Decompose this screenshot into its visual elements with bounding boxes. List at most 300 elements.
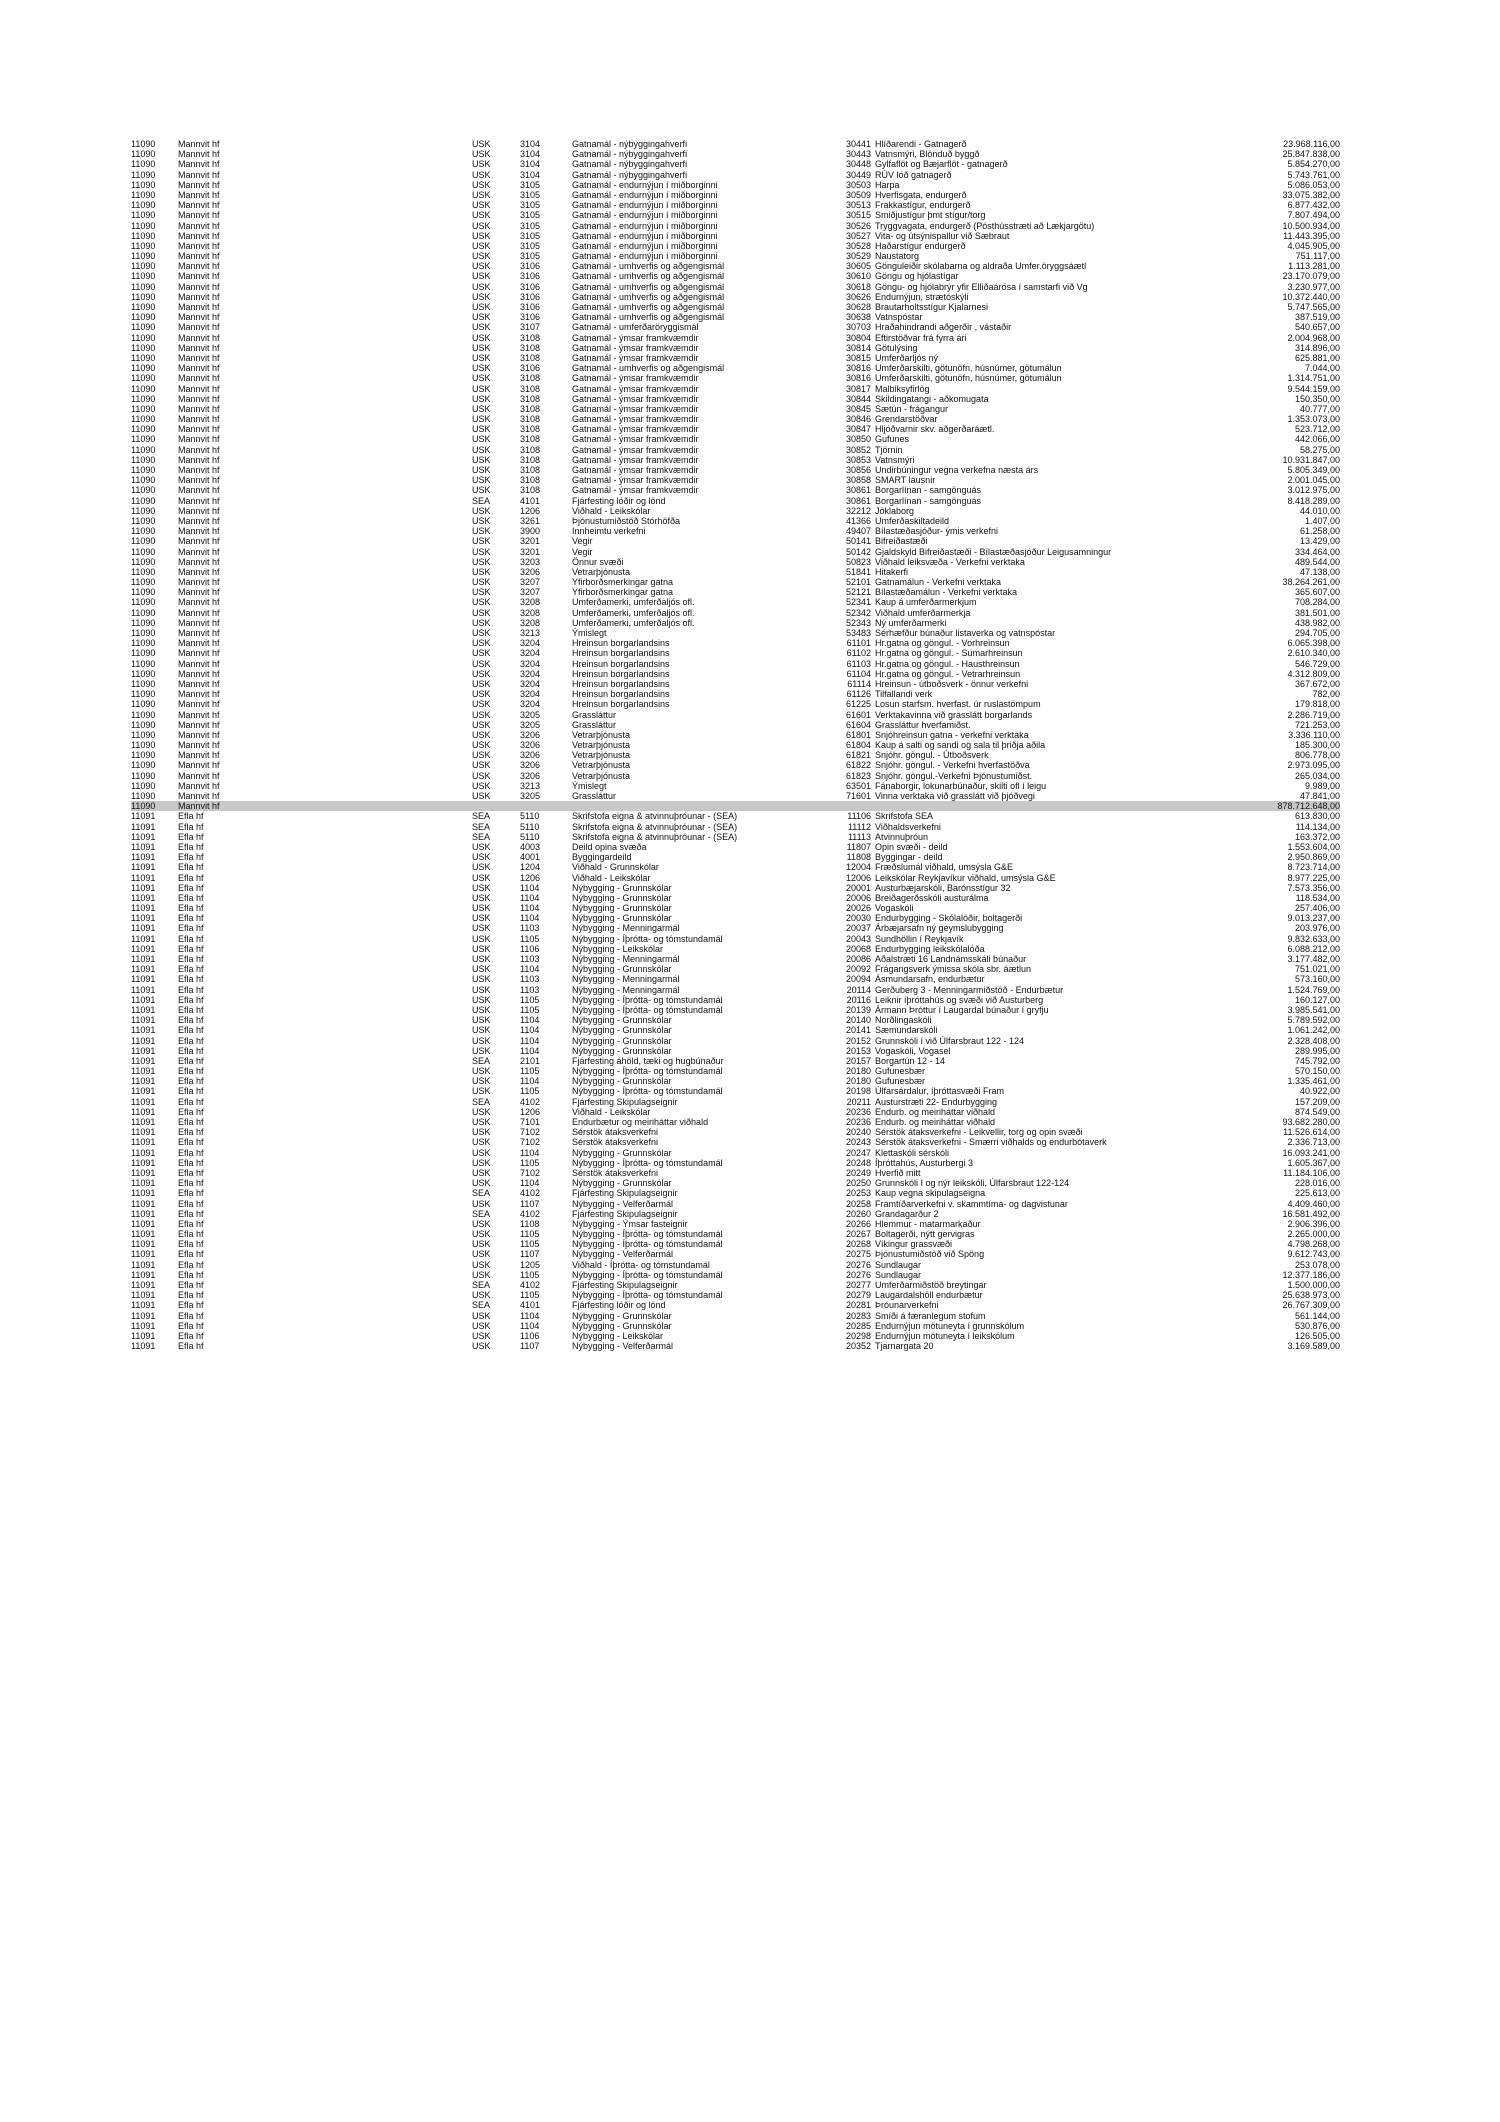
account-code: 4102 <box>520 1280 541 1290</box>
account-name: Grassláttur <box>572 709 617 720</box>
account-code: 3104 <box>520 159 541 170</box>
account-code: 7102 <box>520 1137 541 1148</box>
category-code: USK <box>472 1330 491 1341</box>
category-code: USK <box>472 179 491 190</box>
vendor-id: 11090 <box>131 801 156 812</box>
project-number: 20180 <box>845 1076 871 1087</box>
project-name: Gufunesbær <box>875 1076 926 1087</box>
amount: 265.034,00 <box>1294 770 1340 781</box>
project-name: Leiknir íþróttahús og svæði við Austurberg <box>875 994 1044 1005</box>
amount: 11.184.106,00 <box>1283 1167 1340 1178</box>
category-code: USK <box>472 454 491 465</box>
vendor-id: 11090 <box>131 597 156 608</box>
vendor-id: 11090 <box>131 322 156 333</box>
table-row <box>131 475 1340 485</box>
account-code: 1104 <box>520 1147 540 1158</box>
category-code: SEA <box>472 1208 491 1219</box>
project-number: 20198 <box>845 1086 871 1097</box>
vendor-id: 11091 <box>131 1086 156 1097</box>
ledger-table <box>131 139 1340 1351</box>
vendor-id: 11090 <box>131 648 156 659</box>
amount: 334.464,00 <box>1294 546 1340 557</box>
category-code: USK <box>472 200 491 211</box>
account-name: Gatnamál - nýbyggingahverfi <box>572 169 688 180</box>
account-name: Fjárfesting lóðir og lönd <box>572 495 666 506</box>
project-number: 30845 <box>845 403 871 414</box>
amount: 4.409.460,00 <box>1287 1198 1340 1209</box>
vendor-id: 11090 <box>131 363 156 374</box>
amount: 8.418.289,00 <box>1287 495 1340 506</box>
amount: 2.950.869,00 <box>1287 852 1340 863</box>
vendor-id: 11091 <box>131 1045 156 1056</box>
project-name: Endurnýjun mötuneyta í grunnskólum <box>875 1320 1025 1331</box>
account-name: Gatnamál - ýmsar framkvæmdir <box>572 485 699 496</box>
amount: 6.088.212,00 <box>1287 943 1340 954</box>
vendor-id: 11090 <box>131 403 156 414</box>
project-name: Endurbygging leikskólalóða <box>875 943 985 954</box>
vendor-name: Efla hf <box>178 1045 204 1056</box>
account-code: 3105 <box>520 251 541 262</box>
amount: 26.767.309,00 <box>1282 1300 1340 1311</box>
category-code: USK <box>472 658 491 669</box>
table-row <box>131 312 1340 322</box>
account-code: 3204 <box>520 689 541 700</box>
vendor-id: 11090 <box>131 291 156 302</box>
category-code: USK <box>472 974 491 985</box>
vendor-id: 11091 <box>131 1055 156 1066</box>
category-code: USK <box>472 139 491 149</box>
category-code: USK <box>472 770 491 781</box>
project-number: 52121 <box>845 587 871 598</box>
vendor-name: Mannvit hf <box>178 607 220 618</box>
vendor-id: 11090 <box>131 281 156 292</box>
table-row <box>131 842 1340 852</box>
vendor-id: 11090 <box>131 332 156 343</box>
category-code: USK <box>472 1320 491 1331</box>
account-name: Nýbygging - Íþrótta- og tómstundamál <box>572 1004 723 1015</box>
vendor-id: 11090 <box>131 393 156 404</box>
account-name: Viðhald - Leikskólar <box>572 872 651 883</box>
vendor-id: 11090 <box>131 434 156 445</box>
amount: 1.061.242,00 <box>1287 1025 1340 1036</box>
vendor-name: Efla hf <box>178 1269 204 1280</box>
account-code: 3204 <box>520 638 541 649</box>
project-number: 20092 <box>845 964 871 975</box>
project-number: 61101 <box>846 638 871 649</box>
table-row <box>131 251 1340 261</box>
amount: 2.336.713,00 <box>1287 1137 1340 1148</box>
amount: 47.138,00 <box>1299 566 1340 577</box>
vendor-id: 11091 <box>131 831 156 842</box>
vendor-name: Efla hf <box>178 984 204 995</box>
vendor-id: 11090 <box>131 424 156 435</box>
project-name: Umferðaskiltadeild <box>875 515 950 526</box>
category-code: USK <box>472 791 491 801</box>
category-code: USK <box>472 1106 491 1117</box>
table-row <box>131 1148 1340 1158</box>
table-row <box>131 587 1340 597</box>
vendor-name: Efla hf <box>178 1096 204 1107</box>
vendor-name: Efla hf <box>178 1300 204 1311</box>
project-name: Ásmundarsafn, endurbætur <box>875 974 985 985</box>
account-code: 1105 <box>520 1269 540 1280</box>
vendor-id: 11090 <box>131 352 156 363</box>
project-name: Gatnamálun - Verkefni verktaka <box>875 577 1002 588</box>
project-number: 30618 <box>845 281 871 292</box>
project-name: Vogaskóli, Vogasel <box>875 1045 951 1056</box>
account-name: Fjárfesting Skipulagseignir <box>572 1280 678 1290</box>
amount: 163.372,00 <box>1294 831 1340 842</box>
account-code: 3213 <box>520 628 541 638</box>
vendor-id: 11091 <box>131 1066 156 1077</box>
table-row <box>131 995 1340 1005</box>
project-name: Borgarlínan - samgönguás <box>875 485 982 496</box>
category-code: USK <box>472 444 491 455</box>
account-code: 3104 <box>520 169 541 180</box>
table-row <box>131 424 1340 434</box>
account-code: 3106 <box>520 281 541 292</box>
project-number: 51841 <box>845 566 871 577</box>
table-row <box>131 1076 1340 1086</box>
vendor-name: Efla hf <box>178 852 204 863</box>
account-name: Gatnamál - umhverfis og aðgengismál <box>572 302 725 312</box>
account-name: Hreinsun borgarlandsins <box>572 699 670 710</box>
vendor-id: 11091 <box>131 1300 156 1311</box>
category-code: USK <box>472 363 491 374</box>
category-code: USK <box>472 597 491 608</box>
account-code: 7102 <box>520 1127 541 1138</box>
table-row <box>131 1117 1340 1127</box>
project-number: 20114 <box>846 984 871 995</box>
account-name: Gatnamál - endurnýjun í miðborginni <box>572 240 718 251</box>
account-name: Gatnamál - umhverfis og aðgengismál <box>572 291 725 302</box>
amount: 7.807.494,00 <box>1287 210 1340 221</box>
account-code: 3106 <box>520 363 541 374</box>
vendor-id: 11090 <box>131 475 156 486</box>
table-row <box>131 771 1340 781</box>
account-code: 3107 <box>520 322 541 333</box>
vendor-name: Mannvit hf <box>178 668 220 679</box>
vendor-id: 11091 <box>131 872 156 883</box>
vendor-name: Efla hf <box>178 1004 204 1015</box>
table-row <box>131 1086 1340 1096</box>
vendor-name: Efla hf <box>178 1106 204 1117</box>
vendor-name: Mannvit hf <box>178 465 220 475</box>
project-number: 20277 <box>845 1280 871 1290</box>
project-name: Umferðarskilti, götunöfn, húsnúmer, götumálun <box>875 373 1062 384</box>
account-name: Gatnamál - umhverfis og aðgengismál <box>572 261 725 272</box>
vendor-id: 11091 <box>131 1249 156 1260</box>
table-row <box>131 333 1340 343</box>
account-code: 1205 <box>520 1259 541 1270</box>
amount: 9.832.633,00 <box>1287 933 1340 944</box>
project-number: 63501 <box>845 780 871 791</box>
amount: 294.705,00 <box>1294 628 1340 638</box>
vendor-name: Efla hf <box>178 1178 204 1189</box>
account-name: Vetrarþjónusta <box>572 566 631 577</box>
table-row <box>131 873 1340 883</box>
vendor-id: 11090 <box>131 210 156 221</box>
project-number: 30847 <box>845 424 871 435</box>
account-name: Nýbygging - Menningarmál <box>572 984 680 995</box>
category-code: USK <box>472 933 491 944</box>
account-code: 3207 <box>520 587 541 598</box>
account-code: 3104 <box>520 149 541 160</box>
vendor-id: 11090 <box>131 791 156 801</box>
vendor-name: Efla hf <box>178 1290 204 1301</box>
project-number: 61114 <box>847 678 871 689</box>
vendor-name: Efla hf <box>178 1066 204 1077</box>
vendor-name: Mannvit hf <box>178 801 220 812</box>
vendor-id: 11090 <box>131 678 156 689</box>
project-number: 20352 <box>845 1341 871 1352</box>
vendor-name: Mannvit hf <box>178 383 220 394</box>
vendor-id: 11091 <box>131 1157 156 1168</box>
project-number: 11112 <box>847 821 871 832</box>
account-code: 3203 <box>520 556 541 567</box>
vendor-name: Mannvit hf <box>178 281 220 292</box>
account-code: 4102 <box>520 1208 541 1219</box>
vendor-name: Efla hf <box>178 1310 204 1321</box>
project-name: Naustatorg <box>875 251 920 262</box>
amount: 7.573.356,00 <box>1287 882 1340 893</box>
project-name: Viðhald leiksvæða - Verkefni verktaka <box>875 556 1025 567</box>
amount: 1.500.000,00 <box>1287 1280 1340 1290</box>
category-code: USK <box>472 587 491 598</box>
account-name: Nýbygging - Leikskólar <box>572 1330 664 1341</box>
vendor-name: Efla hf <box>178 1086 204 1097</box>
vendor-name: Efla hf <box>178 1147 204 1158</box>
project-name: Endurbygging - Skólalóðir, boltagerði <box>875 913 1023 924</box>
table-row <box>131 934 1340 944</box>
project-name: Sérstök átaksverkefni - Smærri viðhalds og endurbótaverk <box>875 1137 1107 1148</box>
account-code: 1105 <box>520 933 540 944</box>
project-number: 20298 <box>845 1330 871 1341</box>
account-code: 3204 <box>520 668 541 679</box>
amount: 23.968.116,00 <box>1283 139 1340 149</box>
amount: 438.982,00 <box>1294 617 1340 628</box>
project-name: Umferðarljós ný <box>875 352 939 363</box>
project-name: Göngu- og hjólabrýr yfir Elliðaárósa í samstarfi við Vg <box>875 281 1088 292</box>
project-name: Verktakavinna við grasslátt borgarlands <box>875 709 1033 720</box>
account-name: Nýbygging - Íþrótta- og tómstundamál <box>572 1157 723 1168</box>
amount: 23.170.079,00 <box>1282 271 1340 282</box>
vendor-name: Mannvit hf <box>178 791 220 801</box>
vendor-name: Mannvit hf <box>178 556 220 567</box>
category-code: SEA <box>472 811 491 822</box>
table-row <box>131 659 1340 669</box>
project-name: Eftirstöðvar frá fyrra ári <box>875 332 967 343</box>
account-code: 1104 <box>520 1320 540 1331</box>
vendor-id: 11091 <box>131 892 156 903</box>
project-number: 32212 <box>845 505 871 516</box>
account-name: Hreinsun borgarlandsins <box>572 638 670 649</box>
project-number: 52343 <box>845 617 871 628</box>
project-number: 50823 <box>845 556 871 567</box>
account-name: Umferðamerki, umferðaljós ofl. <box>572 597 695 608</box>
vendor-name: Efla hf <box>178 1025 204 1036</box>
vendor-id: 11090 <box>131 485 156 496</box>
account-name: Hreinsun borgarlandsins <box>572 678 670 689</box>
project-name: Borgarlínan - samgönguás <box>875 495 982 506</box>
amount: 33.075.382,00 <box>1282 189 1340 200</box>
category-code: USK <box>472 1127 491 1138</box>
project-name: RÚV lóð gatnagerð <box>875 169 952 180</box>
amount: 1.553.604,00 <box>1287 841 1340 852</box>
amount: 10.500.934,00 <box>1282 220 1340 231</box>
account-code: 1103 <box>520 954 540 964</box>
vendor-name: Efla hf <box>178 1117 204 1127</box>
category-code: USK <box>472 475 491 486</box>
project-number: 50141 <box>845 536 871 547</box>
project-name: Snjóhreinsun gatna - verkefni verktaka <box>875 729 1029 740</box>
project-name: Bifreiðastæði <box>875 536 928 547</box>
table-row <box>131 1249 1340 1259</box>
vendor-name: Mannvit hf <box>178 169 220 180</box>
table-row <box>131 822 1340 832</box>
table-row <box>131 1311 1340 1321</box>
amount: 126.505,00 <box>1294 1330 1340 1341</box>
project-name: Ný umferðarmerki <box>875 617 947 628</box>
account-name: Grassláttur <box>572 719 617 730</box>
table-row <box>131 689 1340 699</box>
category-code: USK <box>472 964 491 975</box>
vendor-id: 11091 <box>131 1035 156 1046</box>
project-name: Breiðagerðsskóli austurálma <box>875 892 989 903</box>
category-code: USK <box>472 709 491 720</box>
vendor-name: Efla hf <box>178 1341 204 1352</box>
project-name: Skildingatangi - aðkomugata <box>875 393 989 404</box>
category-code: USK <box>472 852 491 863</box>
vendor-name: Mannvit hf <box>178 475 220 486</box>
project-name: Hr.gatna og göngul. - Vorhreinsun <box>875 638 1010 649</box>
vendor-id: 11091 <box>131 1025 156 1036</box>
project-name: Kaup á salti og sandi og sala til þriðja aðila <box>875 740 1046 751</box>
vendor-name: Mannvit hf <box>178 220 220 231</box>
account-code: 3108 <box>520 414 541 425</box>
table-row <box>131 1341 1340 1351</box>
project-name: Laugardalshöll endurbætur <box>875 1290 983 1301</box>
account-name: Nýbygging - Grunnskólar <box>572 1147 672 1158</box>
amount: 58.275,00 <box>1299 444 1340 455</box>
vendor-id: 11090 <box>131 719 156 730</box>
vendor-id: 11090 <box>131 577 156 588</box>
project-name: Vatnsmýri, Blönduð byggð <box>875 149 980 160</box>
project-name: Hr.gatna og göngul. - Sumarhreinsun <box>875 648 1023 659</box>
vendor-id: 11091 <box>131 1310 156 1321</box>
vendor-name: Mannvit hf <box>178 617 220 628</box>
vendor-name: Mannvit hf <box>178 322 220 333</box>
amount: 613.830,00 <box>1294 811 1340 822</box>
vendor-name: Mannvit hf <box>178 689 220 700</box>
account-code: 3108 <box>520 332 541 343</box>
account-name: Gatnamál - ýmsar framkvæmdir <box>572 373 699 384</box>
account-code: 1105 <box>520 1239 540 1250</box>
amount: 3.336.110,00 <box>1288 729 1340 740</box>
vendor-id: 11090 <box>131 587 156 598</box>
table-row <box>131 1300 1340 1310</box>
vendor-id: 11091 <box>131 1320 156 1331</box>
project-number: 20283 <box>845 1310 871 1321</box>
amount: 708.284,00 <box>1294 597 1340 608</box>
account-code: 3105 <box>520 200 541 211</box>
vendor-name: Efla hf <box>178 923 204 934</box>
project-name: Tryggvagata, endurgerð (Pósthússtræti að Lækjargötu) <box>875 220 1095 231</box>
account-code: 3104 <box>520 139 541 149</box>
project-number: 30861 <box>845 495 871 506</box>
amount: 9.989,00 <box>1304 780 1340 791</box>
table-row <box>131 781 1340 791</box>
account-name: Vetrarþjónusta <box>572 770 631 781</box>
table-row <box>131 1209 1340 1219</box>
account-name: Gatnamál - ýmsar framkvæmdir <box>572 434 699 445</box>
vendor-name: Efla hf <box>178 964 204 975</box>
vendor-name: Efla hf <box>178 1229 204 1240</box>
vendor-id: 11091 <box>131 1280 156 1290</box>
project-name: Losun starfsm. hverfast. úr ruslastömpum <box>875 699 1041 710</box>
project-number: 30626 <box>845 291 871 302</box>
vendor-id: 11090 <box>131 312 156 323</box>
category-code: USK <box>472 1015 491 1026</box>
account-name: Nýbygging - Grunnskólar <box>572 892 672 903</box>
category-code: USK <box>472 485 491 496</box>
table-row <box>131 954 1340 964</box>
account-code: 4003 <box>520 841 541 852</box>
project-number: 61823 <box>845 770 871 781</box>
vendor-name: Mannvit hf <box>178 648 220 659</box>
account-name: Nýbygging - Leikskólar <box>572 943 664 954</box>
vendor-id: 11090 <box>131 546 156 557</box>
project-number: 30815 <box>845 352 871 363</box>
project-number: 30852 <box>845 444 871 455</box>
category-code: USK <box>472 1310 491 1321</box>
account-name: Gatnamál - ýmsar framkvæmdir <box>572 332 699 343</box>
amount: 38.264.261,00 <box>1282 577 1340 588</box>
project-number: 30529 <box>845 251 871 262</box>
account-name: Nýbygging - Menningarmál <box>572 974 680 985</box>
vendor-name: Mannvit hf <box>178 251 220 262</box>
account-name: Ýmislegt <box>572 780 607 791</box>
vendor-id: 11090 <box>131 668 156 679</box>
account-code: 3208 <box>520 597 541 608</box>
vendor-name: Efla hf <box>178 892 204 903</box>
category-code: USK <box>472 1004 491 1015</box>
account-name: Grassláttur <box>572 791 617 801</box>
project-name: Viðhaldsverkefni <box>875 821 941 832</box>
account-name: Gatnamál - ýmsar framkvæmdir <box>572 465 699 475</box>
project-name: Tilfallandi verk <box>875 689 933 700</box>
vendor-name: Efla hf <box>178 1035 204 1046</box>
category-code: USK <box>472 913 491 924</box>
account-name: Nýbygging - Menningarmál <box>572 923 680 934</box>
vendor-id: 11091 <box>131 1239 156 1250</box>
project-number: 61801 <box>845 729 871 740</box>
account-code: 7101 <box>520 1117 541 1127</box>
amount: 530.876,00 <box>1294 1320 1340 1331</box>
table-row <box>131 608 1340 618</box>
vendor-name: Efla hf <box>178 913 204 924</box>
category-code: USK <box>472 526 491 537</box>
vendor-name: Mannvit hf <box>178 189 220 200</box>
project-name: Opin svæði - deild <box>875 841 948 852</box>
table-row <box>131 903 1340 913</box>
account-name: Nýbygging - Íþrótta- og tómstundamál <box>572 1290 723 1301</box>
category-code: USK <box>472 740 491 751</box>
table-row <box>131 1280 1340 1290</box>
amount: 1.335.461,00 <box>1287 1076 1340 1087</box>
project-name: Göngu og hjólastígar <box>875 271 959 282</box>
account-code: 1105 <box>520 994 540 1005</box>
